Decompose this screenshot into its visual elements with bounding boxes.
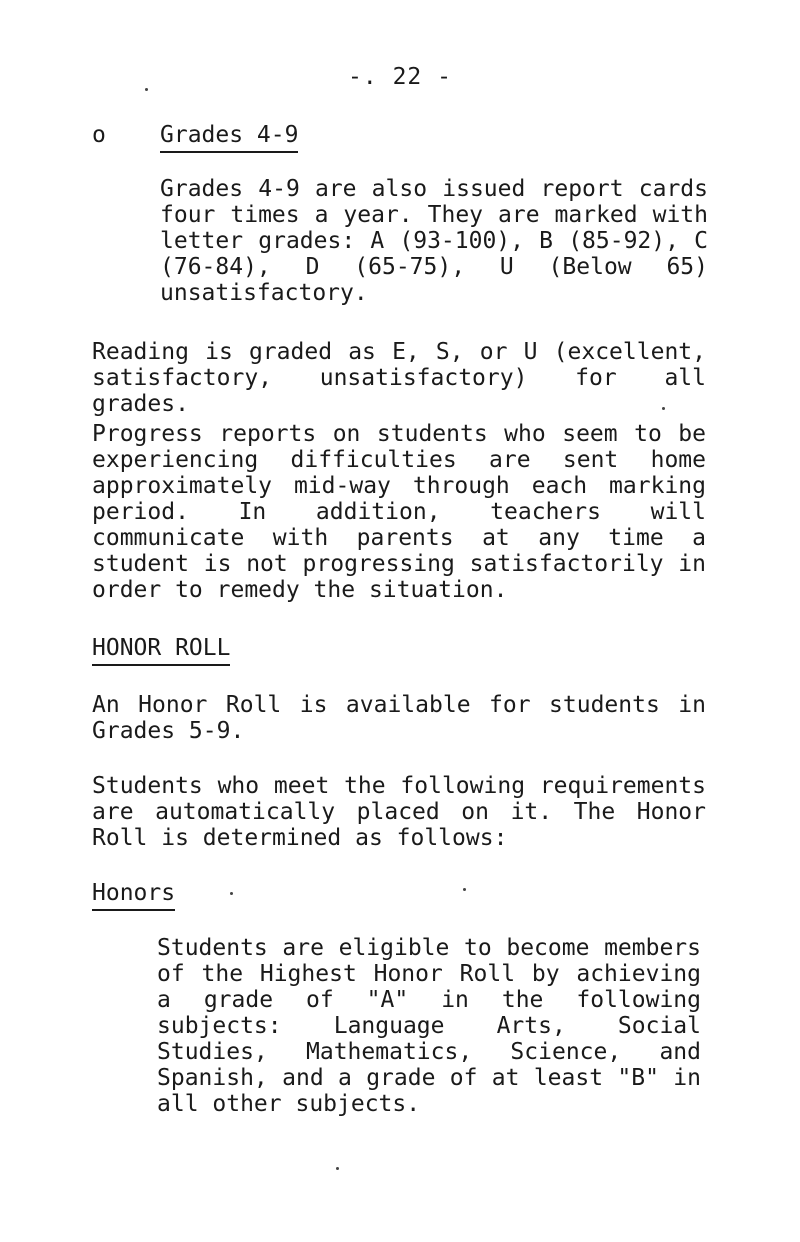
progress-paragraph: Progress reports on students who seem to be experiencing difficulties are sent home approximately mid-way through each marking period. In addition, teachers will communicate with parents at any time a student is not progressing satisfactorily in order to remedy the situation. [92, 421, 706, 603]
honor-roll-heading: HONOR ROLL [92, 635, 230, 666]
grades-paragraph: Grades 4-9 are also issued report cards four times a year. They are marked with letter grades: A (93-100), B (85-92), C (76-84), D (65-75), U (Below 65) unsatisfactory. [160, 176, 708, 306]
scan-speck [662, 407, 665, 410]
grades-heading: Grades 4-9 [160, 122, 298, 153]
honors-heading: Honors [92, 880, 175, 911]
scan-speck [230, 892, 233, 895]
bullet-marker: o [92, 122, 106, 148]
scan-speck [336, 1167, 339, 1170]
honor-roll-paragraph-1: An Honor Roll is available for students in Grades 5-9. [92, 692, 706, 744]
page-number: -. 22 - [348, 64, 452, 90]
reading-paragraph: Reading is graded as E, S, or U (excellent, satisfactory, unsatisfactory) for all grades. [92, 339, 706, 417]
honors-paragraph: Students are eligible to become members of the Highest Honor Roll by achieving a grade of "A" in the following subjects: Language Arts, Social Studies, Mathematics, Science, and Spanish, and a grade of at least "B" in all other subjects. [157, 935, 701, 1117]
honor-roll-paragraph-2: Students who meet the following requirements are automatically placed on it. The Honor Roll is determined as follows: [92, 773, 706, 851]
scan-speck [463, 888, 466, 891]
scan-speck [145, 88, 148, 91]
